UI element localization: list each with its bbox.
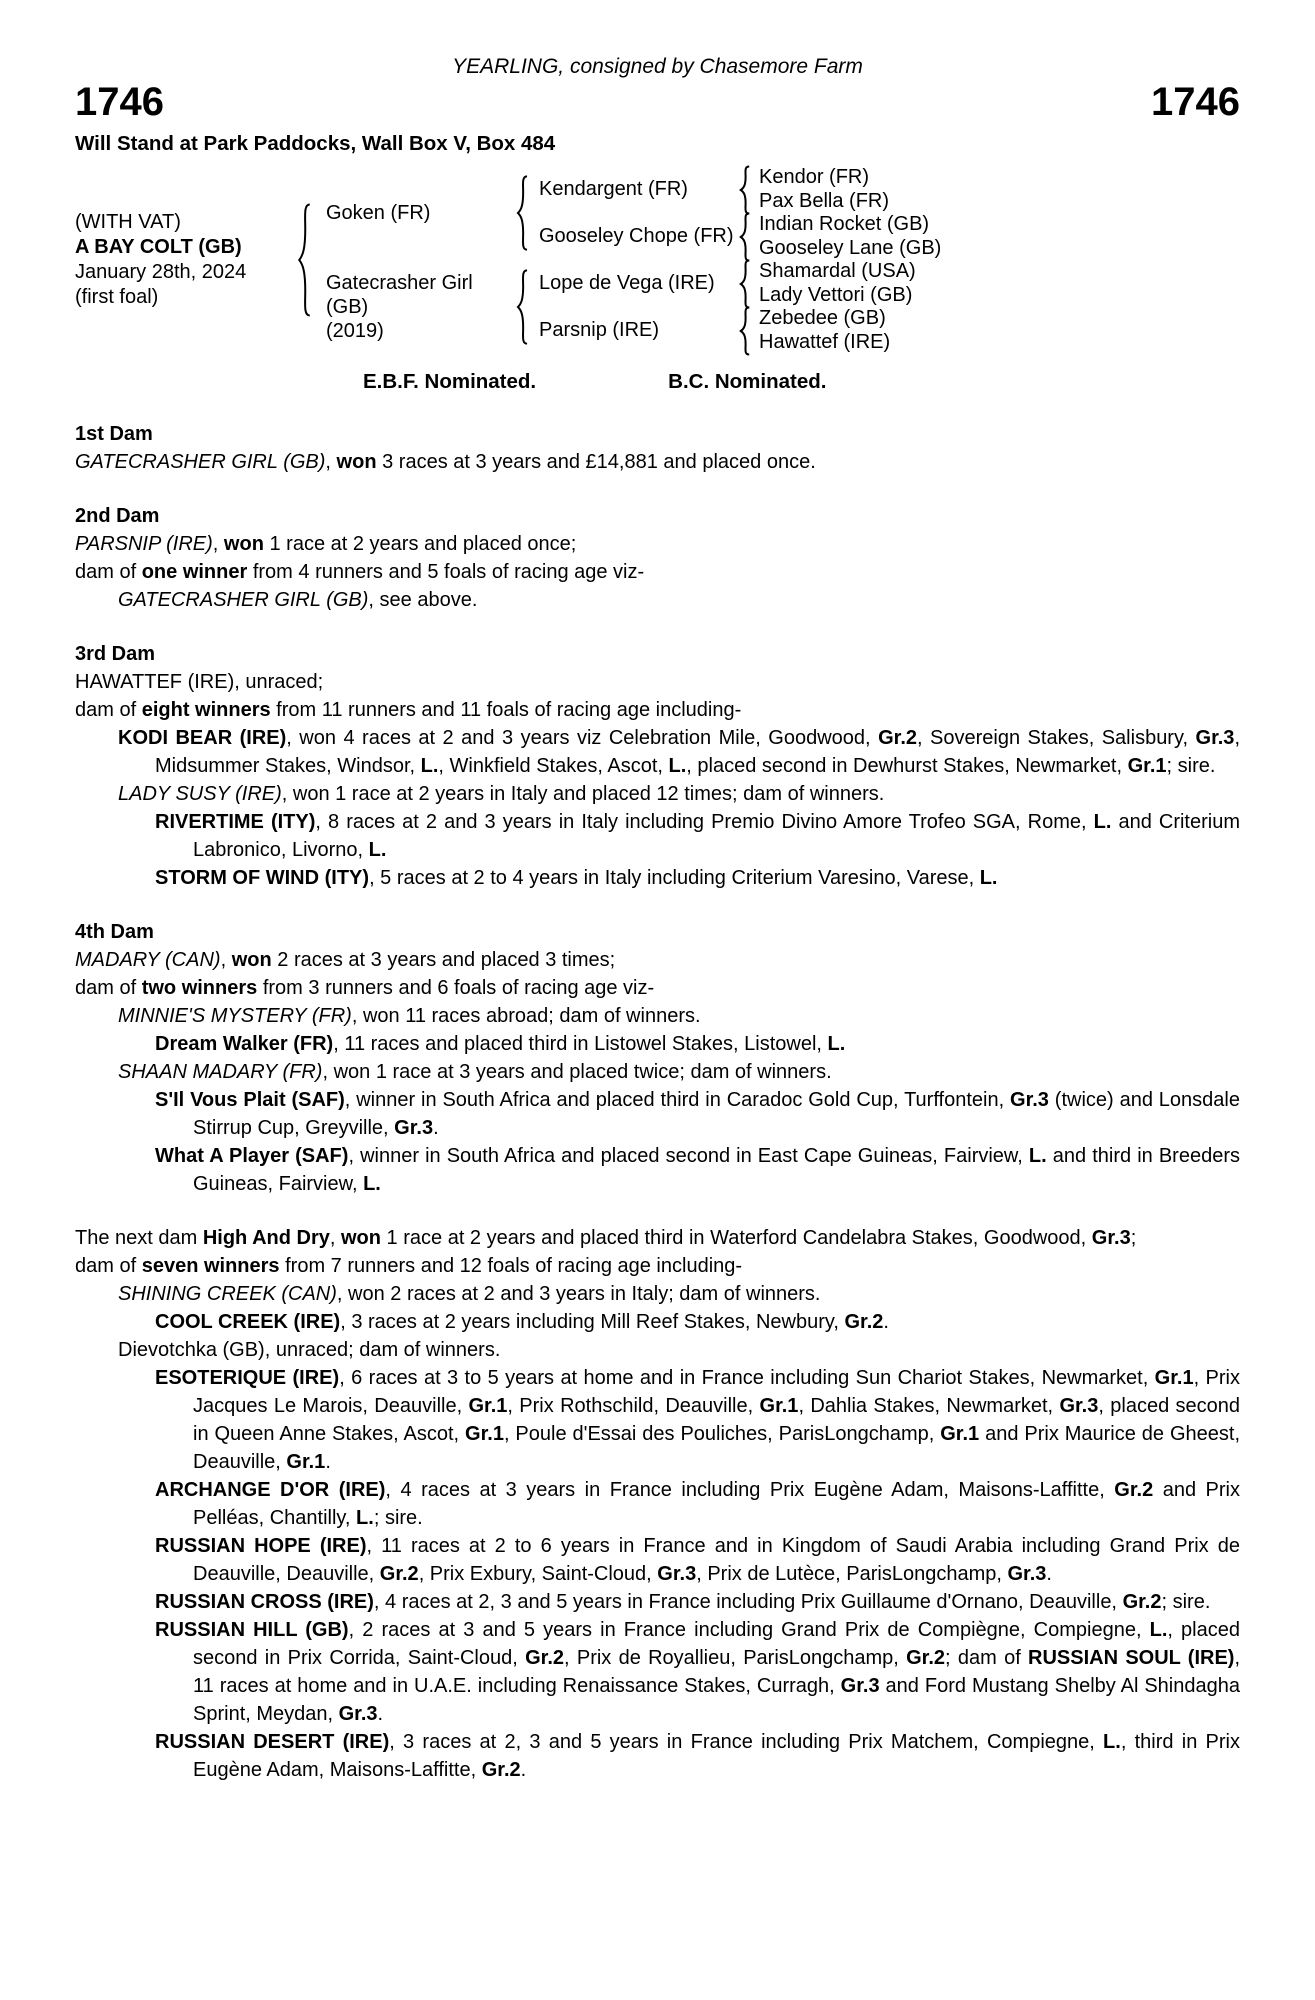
text-segment: , 11 races at 2 to 6 years in France and in Kingdom of Saudi Arabia including Grand Prix de Deauville, Deauville, [193,1535,1240,1585]
text-segment: , Dahlia Stakes, Newmarket, [798,1395,1060,1417]
text-segment: Gr.2 [379,1563,419,1585]
catalog-paragraph [75,1058,1240,1086]
ancestor-name: Parsnip (IRE) [539,319,660,341]
text-segment: L. [368,839,387,861]
ancestor-name: Kendor (FR) [759,166,870,188]
brace-icon [739,165,751,215]
text-segment: GATECRASHER GIRL (GB) [75,451,326,473]
lot-number-row [75,80,1240,124]
text-segment: and Prix Maurice de Gheest, Deauville, [193,1423,1241,1473]
catalog-paragraph [75,1142,1240,1198]
text-segment: ESOTERIQUE (IRE) [155,1367,340,1389]
catalog-paragraph [75,1336,1240,1364]
catalog-paragraph [75,530,1240,558]
text-segment: , see above. [368,589,478,611]
text-segment: Gr.1 [286,1451,326,1473]
text-segment: 1 race at 2 years and placed once; [263,533,577,555]
bc-nomination: B.C. Nominated. [668,370,827,393]
catalog-paragraph [75,780,1240,808]
text-segment: dam of [75,977,142,999]
text-segment: , 3 races at 2, 3 and 5 years in France including Prix Matchem, Compiegne, [389,1731,1104,1753]
text-segment: COOL CREEK (IRE) [155,1311,341,1333]
text-segment: Gr.2 [525,1647,565,1669]
brace-icon [516,174,529,252]
text-segment: , 5 races at 2 to 4 years in Italy including Criterium Varesino, Varese, [369,867,980,889]
text-segment: , 6 races at 3 to 5 years at home and in France including Sun Chariot Stakes, Newmarket, [339,1367,1155,1389]
great-grandparents [751,213,941,260]
text-segment: ; [1130,1227,1137,1249]
text-segment: L. [827,1033,846,1055]
text-segment: RUSSIAN SOUL (IRE) [1028,1647,1235,1669]
text-segment: and Criterium Labronico, Livorno, [193,811,1241,861]
grandsire-block [529,166,941,213]
granddam-block [529,307,916,354]
text-segment: Gr.3 [1059,1395,1099,1417]
text-segment: L. [1093,811,1112,833]
text-segment: . [1046,1563,1052,1585]
catalog-paragraph [75,1588,1240,1616]
text-segment: KODI BEAR (IRE) [118,727,287,749]
text-segment: L. [420,755,439,777]
catalog-paragraph [75,696,1240,724]
text-segment: Gr.1 [1127,755,1167,777]
ancestor-name: Lope de Vega (IRE) [539,272,715,294]
text-segment: , winner in South Africa and placed second in East Cape Guineas, Fairview, [348,1145,1029,1167]
text-segment: Gr.3 [1195,727,1235,749]
text-segment: GATECRASHER GIRL (GB) [118,589,369,611]
text-segment: Gr.3 [1007,1563,1047,1585]
colt-name: A BAY COLT (GB) [75,236,242,258]
text-segment: , [325,451,337,473]
catalog-paragraph [75,808,1240,864]
text-segment: SHINING CREEK (CAN) [118,1283,337,1305]
ancestor-name: Indian Rocket (GB) [759,213,930,235]
brace-icon [739,212,751,262]
text-segment: 2 races at 3 years and placed 3 times; [271,949,616,971]
text-segment: SHAAN MADARY (FR) [118,1061,323,1083]
catalog-paragraph [75,448,1240,476]
stand-location-line: Will Stand at Park Paddocks, Wall Box V, Box 484 [75,132,556,155]
spacer [75,1198,1240,1224]
catalog-paragraph [75,1476,1240,1532]
text-segment: . [433,1117,439,1139]
text-segment: , 8 races at 2 and 3 years in Italy including Premio Divino Amore Trofeo SGA, Rome, [315,811,1094,833]
text-segment: dam of [75,1255,142,1277]
grandparents-column [529,166,941,260]
catalog-paragraph [75,558,1240,586]
catalog-paragraph [75,1086,1240,1142]
text-segment: won [341,1227,381,1249]
text-segment: , placed second in Prix Corrida, Saint-Cloud, [193,1619,1240,1669]
text-segment: L. [356,1507,374,1529]
text-segment: . [377,1703,384,1725]
ancestor-name: Pax Bella (FR) [759,189,890,212]
text-segment: L. [1028,1145,1047,1167]
text-segment: 1 race at 2 years and placed third in Waterford Candelabra Stakes, Goodwood, [381,1227,1092,1249]
ancestor-name: Zebedee (GB) [759,307,886,329]
text-segment: The next dam [75,1227,203,1249]
text-segment: Gr.3 [657,1563,697,1585]
catalog-paragraph [75,1224,1240,1252]
text-segment: RUSSIAN DESERT (IRE) [155,1731,390,1753]
text-segment: dam of [75,561,142,583]
text-segment: won [336,451,377,473]
text-segment: Gr.2 [1114,1479,1154,1501]
consignment-line: YEARLING, consigned by Chasemore Farm [452,55,863,78]
dam-block [312,260,941,354]
text-segment: , won 1 race at 2 years in Italy and placed 12 times; dam of winners. [281,783,885,805]
text-segment: , 11 races at home and in U.A.E. including Renaissance Stakes, Curragh, [193,1647,1241,1697]
text-segment: Gr.2 [481,1759,521,1781]
brace-icon [297,201,312,319]
text-segment: , Prix Rothschild, Deauville, [507,1395,760,1417]
text-segment: , 4 races at 2, 3 and 5 years in France including Prix Guillaume d'Ornano, Deauville, [373,1591,1123,1613]
text-segment: MADARY (CAN) [75,949,221,971]
ancestor-name: Lady Vettori (GB) [759,283,913,306]
text-segment: , [212,533,224,555]
text-segment: , Prix de Royallieu, ParisLongchamp, [564,1647,907,1669]
vat-note: (WITH VAT) [75,211,181,233]
dam-heading: 4th Dam [75,921,154,943]
text-segment: from 7 runners and 12 foals of racing age including- [279,1255,743,1277]
text-segment: L. [1149,1619,1168,1641]
text-segment: L. [1103,1731,1121,1753]
text-segment: , Sovereign Stakes, Salisbury, [917,727,1196,749]
text-segment: Gr.1 [759,1395,799,1417]
text-segment: eight winners [141,699,271,721]
catalog-paragraph [75,1728,1240,1784]
lot-number-left: 1746 [75,80,164,124]
text-segment: from 3 runners and 6 foals of racing age viz- [257,977,655,999]
dam-heading: 3rd Dam [75,643,156,665]
grandparents-column [529,260,916,354]
text-segment: Gr.3 [338,1703,378,1725]
text-segment: Gr.2 [1122,1591,1162,1613]
text-segment: . [520,1759,527,1781]
text-segment: 3 races at 3 years and £14,881 and placed once. [376,451,816,473]
ancestor-name: Shamardal (USA) [759,260,916,282]
granddam-block [529,213,941,260]
text-segment: , 3 races at 2 years including Mill Reef Stakes, Newbury, [340,1311,845,1333]
text-segment: , 4 races at 3 years in France including Prix Eugène Adam, Maisons-Laffitte, [385,1479,1115,1501]
sire-name: Goken (FR) [326,202,431,224]
catalog-paragraph [75,1616,1240,1728]
text-segment: MINNIE'S MYSTERY (FR) [118,1005,352,1027]
nominations-line [75,370,1240,394]
great-grandparents [751,307,890,354]
ancestor-name: Gooseley Chope (FR) [539,225,734,247]
text-segment: ; sire. [1161,1591,1211,1613]
text-segment: STORM OF WIND (ITY) [155,867,370,889]
brace-icon [739,259,751,309]
catalog-paragraph [75,1280,1240,1308]
ancestor-name: Hawattef (IRE) [759,330,891,353]
text-segment: Gr.1 [468,1395,508,1417]
text-segment: Gr.1 [940,1423,980,1445]
great-grandparents [751,260,916,307]
sire-block [312,166,941,260]
dam-heading: 2nd Dam [75,505,160,527]
text-segment: Gr.3 [1091,1227,1131,1249]
text-segment: , 2 races at 3 and 5 years in France including Grand Prix de Compiègne, Compiegne, [348,1619,1150,1641]
text-segment: , third in Prix Eugène Adam, Maisons-Laffitte, [193,1731,1240,1781]
text-segment: ; sire. [373,1507,423,1529]
text-segment: L. [363,1173,381,1195]
text-segment: S'Il Vous Plait (SAF) [155,1089,345,1111]
text-segment: , [329,1227,341,1249]
text-segment: L. [668,755,687,777]
text-segment: , winner in South Africa and placed third in Caradoc Gold Cup, Turffontein, [344,1089,1011,1111]
text-segment: , Poule d'Essai des Pouliches, ParisLongchamp, [503,1423,941,1445]
text-segment: , won 2 races at 2 and 3 years in Italy; dam of winners. [336,1283,821,1305]
text-segment: and Prix Pelléas, Chantilly, [193,1479,1240,1529]
brace-icon [516,268,529,346]
catalog-paragraph [75,1252,1240,1280]
colt-dob: January 28th, 2024 [75,261,247,283]
text-segment: , won 4 races at 2 and 3 years viz Celebration Mile, Goodwood, [286,727,879,749]
text-segment: , [220,949,232,971]
text-segment: one winner [141,561,248,583]
text-segment: two winners [141,977,258,999]
pedigree-text-body [75,420,1240,1784]
catalog-paragraph [75,1532,1240,1588]
text-segment: , Prix de Lutèce, ParisLongchamp, [696,1563,1008,1585]
dam-name [312,271,516,343]
catalog-paragraph [75,586,1240,614]
text-segment: ARCHANGE D'OR (IRE) [155,1479,386,1501]
text-segment: , placed second in Dewhurst Stakes, Newmarket, [686,755,1128,777]
catalog-paragraph [75,1030,1240,1058]
text-segment: . [325,1451,331,1473]
text-segment: Gr.3 [1010,1089,1049,1111]
text-segment: LADY SUSY (IRE) [118,783,282,805]
text-segment: , won 11 races abroad; dam of winners. [351,1005,701,1027]
text-segment: dam of [75,699,142,721]
text-segment: from 11 runners and 11 foals of racing age including- [270,699,742,721]
pedigree-table [75,166,1240,354]
text-segment: , Prix Exbury, Saint-Cloud, [418,1563,658,1585]
catalog-paragraph [75,668,1240,696]
grandsire-block [529,260,916,307]
catalog-paragraph [75,1364,1240,1476]
parents-column [312,166,941,354]
text-segment: ; dam of [945,1647,1029,1669]
text-segment: , Winkfield Stakes, Ascot, [438,755,669,777]
text-segment: Gr.3 [840,1675,880,1697]
text-segment: (twice) and Lonsdale Stirrup Cup, Greyville, [193,1089,1240,1139]
text-segment: , won 1 race at 3 years and placed twice; dam of winners. [322,1061,832,1083]
dam-year: (2019) [326,320,384,342]
text-segment: and third in Breeders Guineas, Fairview, [193,1145,1240,1195]
text-segment: from 4 runners and 5 foals of racing age viz- [247,561,645,583]
ancestor-name: Gatecrasher Girl (GB) [326,272,473,318]
text-segment: and Ford Mustang Shelby Al Shindagha Sprint, Meydan, [193,1675,1240,1725]
catalog-paragraph [75,864,1240,892]
text-segment: won [231,949,272,971]
dam-heading: 1st Dam [75,423,153,445]
text-segment: HAWATTEF (IRE), unraced; [75,671,324,693]
ancestor-name: Kendargent (FR) [539,178,688,200]
text-segment: PARSNIP (IRE) [75,533,213,555]
text-segment: Gr.3 [394,1117,434,1139]
text-segment: Dievotchka (GB), unraced; dam of winners. [118,1339,501,1361]
text-segment: , 11 races and placed third in Listowel Stakes, Listowel, [333,1033,828,1055]
text-segment: RUSSIAN CROSS (IRE) [155,1591,374,1613]
colt-info [75,210,297,310]
text-segment: . [883,1311,889,1333]
text-segment: Gr.1 [465,1423,504,1445]
colt-foal-note: (first foal) [75,286,159,308]
text-segment: , Prix Jacques Le Marois, Deauville, [193,1367,1240,1417]
text-segment: , placed second in Queen Anne Stakes, Ascot, [193,1395,1241,1445]
text-segment: High And Dry [202,1227,330,1249]
text-segment: RUSSIAN HOPE (IRE) [155,1535,367,1557]
text-segment: RUSSIAN HILL (GB) [155,1619,349,1641]
lot-number-right: 1746 [1151,80,1240,124]
great-grandparents [751,166,889,213]
catalog-paragraph [75,974,1240,1002]
text-segment: , Midsummer Stakes, Windsor, [155,727,1240,777]
text-segment: Gr.2 [906,1647,946,1669]
text-segment: RIVERTIME (ITY) [155,811,316,833]
catalog-paragraph [75,946,1240,974]
text-segment: What A Player (SAF) [155,1145,349,1167]
text-segment: ; sire. [1166,755,1216,777]
ebf-nomination: E.B.F. Nominated. [363,370,537,393]
catalog-paragraph [75,1308,1240,1336]
catalog-paragraph [75,1002,1240,1030]
brace-icon [739,306,751,356]
text-segment: seven winners [141,1255,280,1277]
text-segment: L. [979,867,998,889]
text-segment: Gr.2 [878,727,917,749]
text-segment: won [223,533,264,555]
ancestor-name: Gooseley Lane (GB) [759,236,942,259]
catalog-paragraph [75,724,1240,780]
text-segment: Gr.1 [1154,1367,1194,1389]
text-segment: Dream Walker (FR) [155,1033,334,1055]
text-segment: Gr.2 [844,1311,884,1333]
